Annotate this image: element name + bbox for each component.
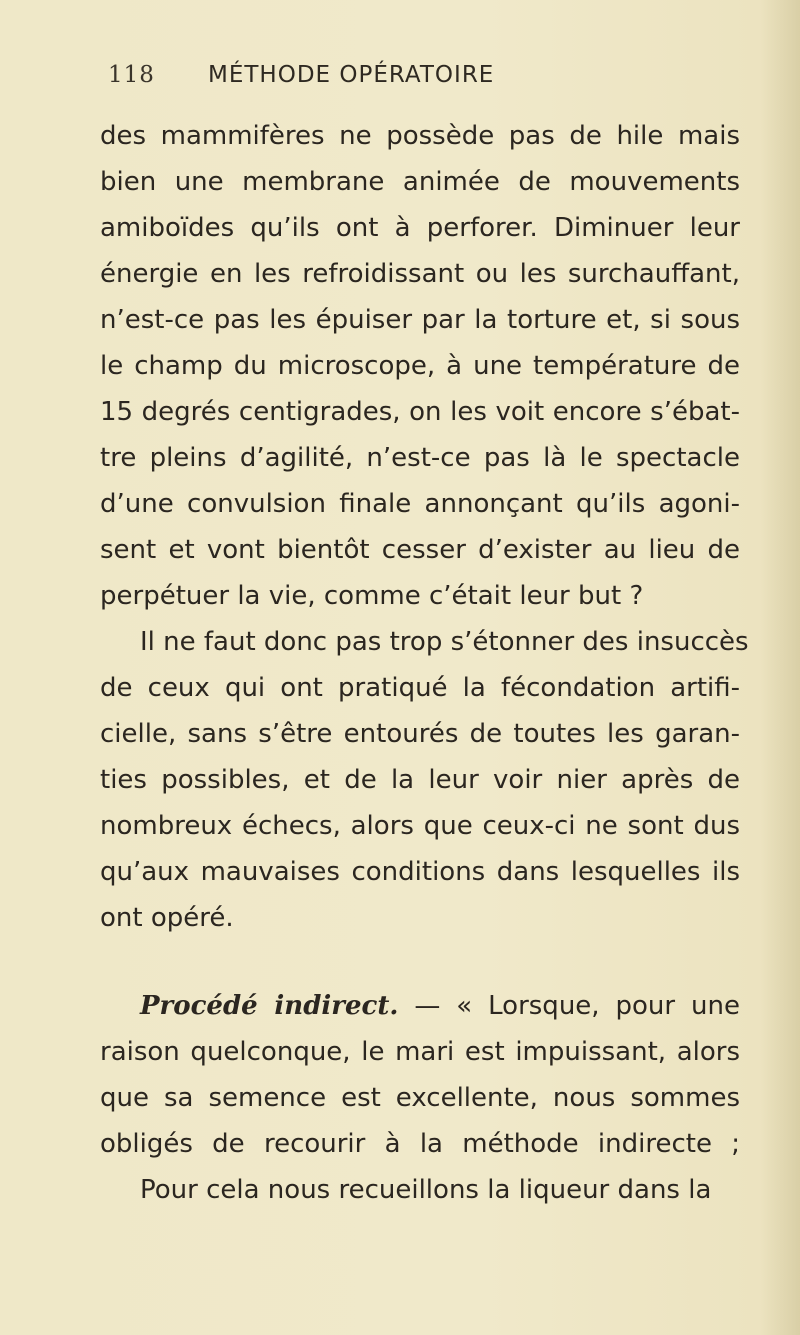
text-line: tre pleins d’agilité, n’est-ce pas là le spectacle [100, 443, 740, 473]
text-line: que sa semence est excellente, nous sommes [100, 1083, 740, 1113]
body-text [100, 113, 749, 1213]
text-line: ont opéré. [100, 903, 234, 933]
text-line: Il ne faut donc pas trop s’étonner des insuccès [140, 627, 749, 657]
text-line: nombreux échecs, alors que ceux-ci ne sont dus [100, 811, 740, 841]
text-run: — « Lorsque, pour une [398, 991, 740, 1021]
text-line: qu’aux mauvaises conditions dans lesquelles ils [100, 857, 740, 887]
text-line: énergie en les refroidissant ou les surchauffant, [100, 259, 740, 289]
text-line: obligés de recourir à la méthode indirecte ; [100, 1129, 740, 1159]
section-label: Procédé indirect. [140, 991, 399, 1021]
text-line: ties possibles, et de la leur voir nier après de [100, 765, 740, 795]
text-line [100, 983, 740, 1029]
text-line: perpétuer la vie, comme c’était leur but ? [100, 581, 644, 611]
text-line: sent et vont bientôt cesser d’exister au lieu de [100, 535, 740, 565]
text-line: Pour cela nous recueillons la liqueur dans la [140, 1175, 712, 1205]
running-title: MÉTHODE OPÉRATOIRE [208, 62, 495, 88]
running-head [108, 62, 748, 98]
text-line: d’une convulsion finale annonçant qu’ils agoni- [100, 489, 740, 519]
text-line: amiboïdes qu’ils ont à perforer. Diminuer leur [100, 213, 740, 243]
text-line: bien une membrane animée de mouvements [100, 167, 740, 197]
paragraph-gap [100, 941, 740, 983]
text-line: 15 degrés centigrades, on les voit encore s’ébat- [100, 397, 740, 427]
page-number: 118 [108, 62, 155, 88]
text-line: des mammifères ne possède pas de hile mais [100, 121, 740, 151]
text-line: le champ du microscope, à une température de [100, 351, 740, 381]
text-line: cielle, sans s’être entourés de toutes les garan- [100, 719, 740, 749]
text-line: de ceux qui ont pratiqué la fécondation artifi- [100, 673, 740, 703]
text-line: n’est-ce pas les épuiser par la torture et, si sous [100, 305, 740, 335]
text-line: raison quelconque, le mari est impuissant, alors [100, 1037, 740, 1067]
